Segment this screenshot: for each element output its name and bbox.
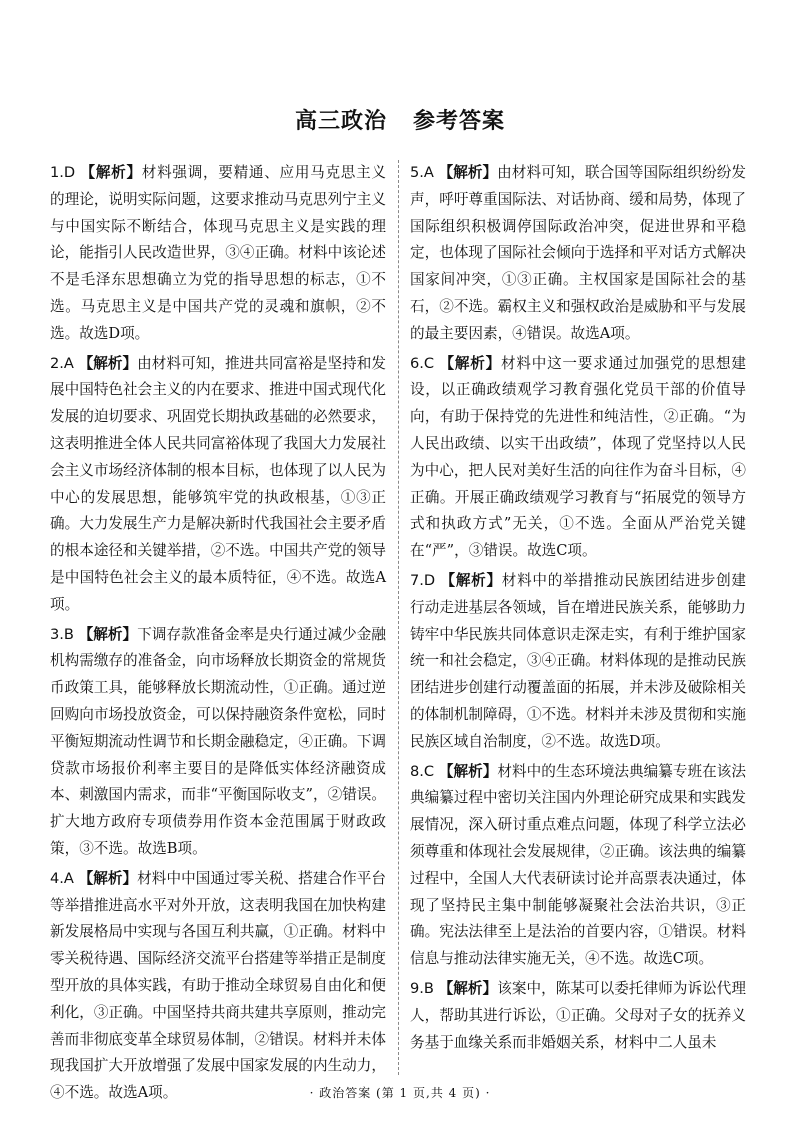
answer-number: 3.B [50, 625, 74, 643]
analysis-tag: 【解析】 [78, 354, 138, 372]
answer-item-1 [50, 160, 386, 348]
answer-number: 1.D [50, 164, 76, 181]
answer-text: 材料中的举措推动民族团结进步创建行动走进基层各领域，旨在增进民族关系，能够助力铸牢中华民族共同体意识走深走实，有利于维护国家统一和社会稳定，③④正确。材料体现的是推动民族团结进步创建行动覆盖面的拓展，并未涉及破除相关的体制机制障碍，①不选。材料并未涉及贯彻和实施民族区域自治制度，②不选。故选D项。 [410, 571, 746, 750]
answer-item-5 [410, 160, 746, 348]
answer-number: 2.A [50, 354, 74, 372]
answer-text: 由材料可知，联合国等国际组织纷纷发声，呼吁尊重国际法、对话协商、缓和局势，体现了国际组织积极调停国际政治冲突，促进世界和平稳定，也体现了国际社会倾向于选择和平对话方式解决国家间冲突，①③正确。主权国家是国际社会的基石，②不选。霸权主义和强权政治是威胁和平与发展的最主要因素，④错误。故选A项。 [410, 164, 746, 342]
analysis-tag: 【解析】 [439, 354, 501, 372]
answer-text: 材料强调，要精通、应用马克思主义的理论，说明实际问题，这要求推动马克思列宁主义与中国实际不断结合，体现马克思主义是实践的理论，能指引人民改造世界，③④正确。材料中该论述不是毛泽东思想确立为党的指导思想的标志，①不选。马克思主义是中国共产党的灵魂和旗帜，②不选。故选D项。 [50, 164, 386, 342]
analysis-tag: 【解析】 [78, 869, 138, 887]
answer-number: 7.D [410, 571, 436, 589]
answer-item-9 [410, 976, 746, 1056]
left-column [50, 160, 386, 1110]
answer-item-7 [410, 568, 746, 756]
answer-number: 8.C [410, 762, 435, 780]
analysis-tag: 【解析】 [438, 164, 498, 181]
answer-item-6 [410, 351, 746, 565]
answer-text: 材料中的生态环境法典编纂专班在该法典编纂过程中密切关注国内外理论研究成果和实践发展情况，深入研讨重点难点问题，体现了科学立法必须尊重和体现社会发展规律，②正确。该法典的编纂过程中，全国人大代表研读讨论并高票表决通过，体现了坚持民主集中制能够凝聚社会法治共识，③正确。宪法法律至上是法治的首要内容，①错误。材料信息与推动法律实施无关，④不选。故选C项。 [410, 762, 746, 968]
answer-number: 4.A [50, 869, 74, 887]
right-column [410, 160, 746, 1059]
answer-item-2 [50, 351, 386, 619]
answer-text: 下调存款准备金率是央行通过减少金融机构需缴存的准备金，向市场释放长期资金的常规货币政策工具，能够释放长期流动性，①正确。通过逆回购向市场投放资金，可以保持融资条件宽松，同时平衡短期流动性调节和长期金融稳定，④正确。下调贷款市场报价利率主要目的是降低实体经济融资成本、刺激国内需求，而非“平衡国际收支”，②错误。扩大地方政府专项债券用作资本金范围属于财政政策，③不选。故选B项。 [50, 625, 386, 857]
answer-text: 由材料可知，推进共同富裕是坚持和发展中国特色社会主义的内在要求、推进中国式现代化发展的迫切要求、巩固党长期执政基础的必然要求，这表明推进全体人民共同富裕体现了我国大力发展社会主义市场经济体制的根本目标，也体现了以人民为中心的发展思想，能够筑牢党的执政根基，①③正确。大力发展生产力是解决新时代我国社会主要矛盾的根本途径和关键举措，②不选。中国共产党的领导是中国特色社会主义的最本质特征，④不选。故选A项。 [50, 354, 386, 613]
answer-number: 9.B [410, 979, 434, 997]
title-answers: 参考答案 [413, 109, 506, 134]
answer-text: 材料中这一要求通过加强党的思想建设，以正确政绩观学习教育强化党员干部的价值导向，有助于保持党的先进性和纯洁性，②正确。“为人民出政绩、以实干出政绩”，体现了党坚持以人民为中心，把人民对美好生活的向往作为奋斗目标，④正确。开展正确政绩观学习教育与“拓展党的领导方式和执政方式”无关，①不选。全面从严治党关键在“严”，③错误。故选C项。 [410, 354, 746, 560]
analysis-tag: 【解析】 [78, 625, 138, 643]
answer-number: 6.C [410, 354, 435, 372]
answer-number: 5.A [410, 164, 434, 181]
answer-item-8 [410, 759, 746, 973]
answer-text: 材料中中国通过零关税、搭建合作平台等举措推进高水平对外开放，这表明我国在加快构建新发展格局中实现与各国互利共赢，①正确。材料中零关税待遇、国际经济交流平台搭建等举措正是制度型开放的具体实践，有助于推动全球贸易自由化和便利化，③正确。中国坚持共商共建共享原则，推动完善而非彻底变革全球贸易体制，②错误。材料并未体现我国扩大开放增强了发展中国家发展的内生动力，④不选。故选A项。 [50, 869, 386, 1102]
analysis-tag: 【解析】 [438, 979, 498, 997]
page-title [0, 104, 800, 135]
answer-item-4 [50, 866, 386, 1107]
title-subject: 高三政治 [294, 109, 387, 134]
column-divider [398, 160, 399, 1075]
answer-item-3 [50, 622, 386, 863]
page-footer: · 政治答案 (第 1 页,共 4 页) · [309, 1086, 491, 1100]
analysis-tag: 【解析】 [440, 571, 502, 589]
analysis-tag: 【解析】 [438, 762, 498, 780]
answer-text: 该案中，陈某可以委托律师为诉讼代理人，帮助其进行诉讼，①正确。父母对子女的抚养义务基于血缘关系而非婚姻关系，材料中二人虽未 [410, 979, 746, 1051]
analysis-tag: 【解析】 [80, 164, 142, 181]
